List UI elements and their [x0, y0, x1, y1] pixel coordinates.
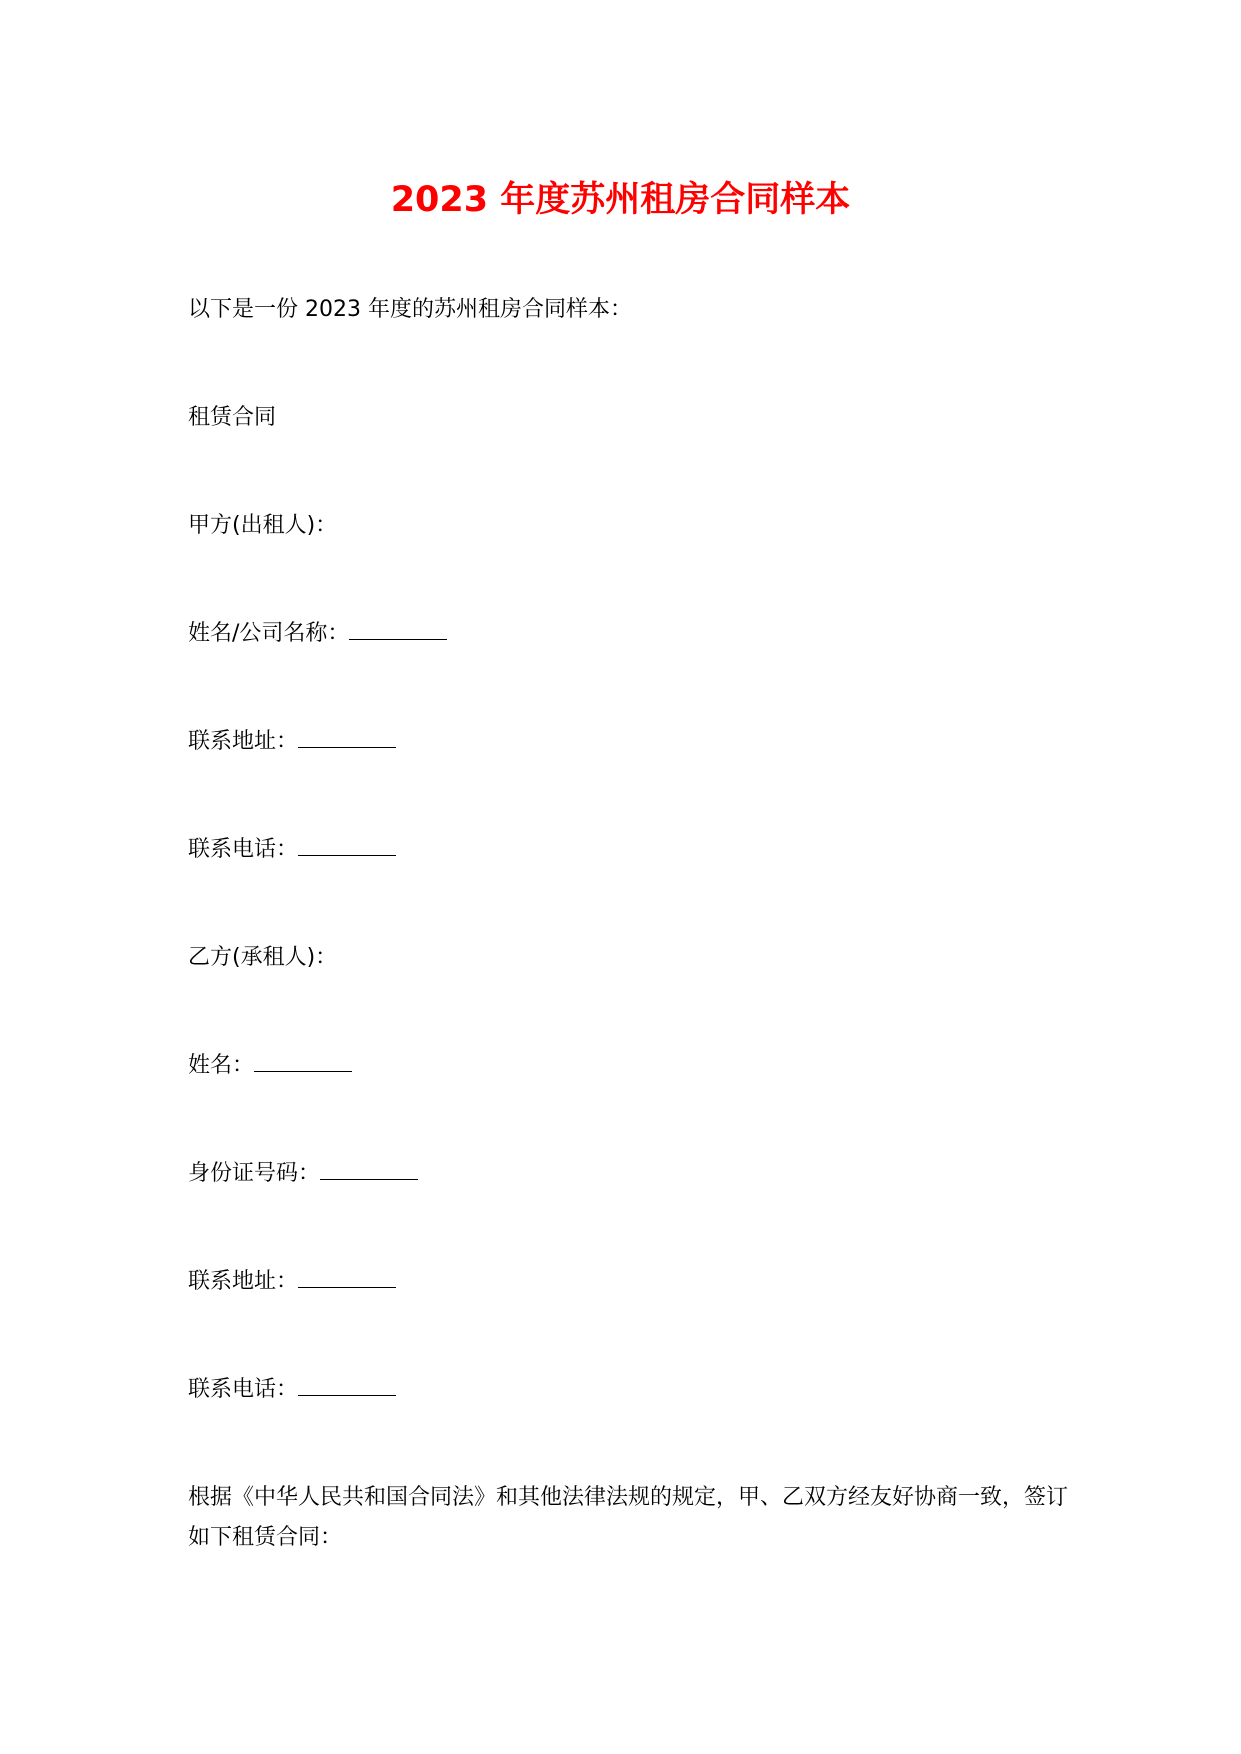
- party-b-phone-field: [188, 1370, 396, 1410]
- party-b-address-label: 联系地址：: [188, 1269, 299, 1294]
- party-b-address-field: [188, 1262, 396, 1302]
- party-a-address-blank: [298, 727, 396, 748]
- party-b-name-field: [188, 1046, 352, 1086]
- party-a-phone-field: [188, 830, 396, 870]
- contract-heading: 租赁合同: [188, 405, 277, 430]
- party-b-id-blank: [320, 1159, 418, 1180]
- party-a-phone-label: 联系电话：: [188, 837, 299, 862]
- party-b-name-label: 姓名：: [188, 1053, 255, 1078]
- party-b-id-field: [188, 1154, 418, 1194]
- contract-clause: 根据《中华人民共和国合同法》和其他法律法规的规定，甲、乙双方经友好协商一致，签订如下租赁合同：: [188, 1485, 1069, 1550]
- party-b-phone-label: 联系电话：: [188, 1377, 299, 1402]
- intro-text: 以下是一份 2023 年度的苏州租房合同样本：: [188, 297, 632, 322]
- party-a-address-field: [188, 722, 396, 762]
- party-a-name-field: [188, 614, 447, 654]
- party-b-address-blank: [298, 1267, 396, 1288]
- party-a-address-label: 联系地址：: [188, 729, 299, 754]
- document-title: 2023 年度苏州租房合同样本: [390, 180, 851, 220]
- party-b-name-blank: [254, 1051, 352, 1072]
- party-b-phone-blank: [298, 1375, 396, 1396]
- party-a-phone-blank: [298, 835, 396, 856]
- party-a-name-label: 姓名/公司名称：: [188, 621, 350, 646]
- party-b-id-label: 身份证号码：: [188, 1161, 321, 1186]
- party-a-name-blank: [349, 619, 447, 640]
- party-a-heading: 甲方(出租人)：: [188, 513, 338, 538]
- party-b-heading: 乙方(承租人)：: [188, 945, 338, 970]
